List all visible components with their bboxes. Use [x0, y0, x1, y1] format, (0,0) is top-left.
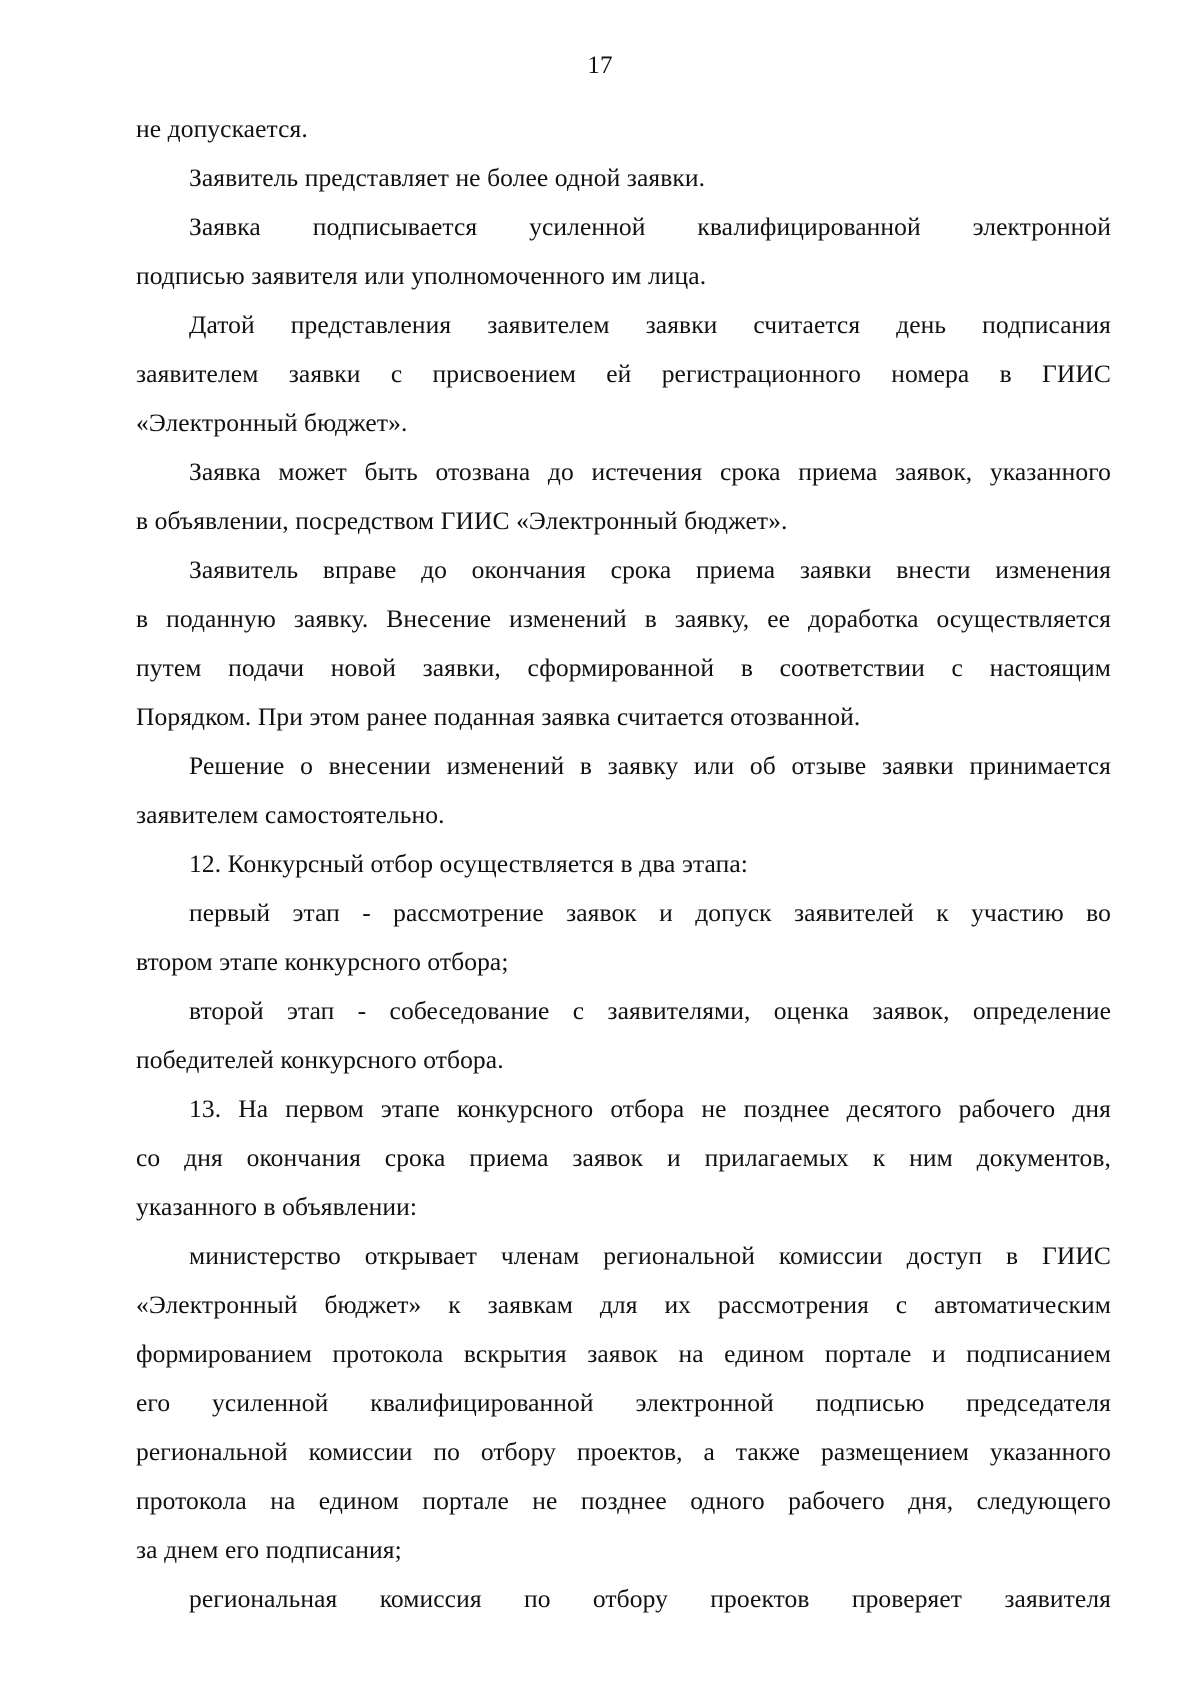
text-line: втором этапе конкурсного отбора; [136, 947, 509, 976]
text-line: «Электронный бюджет». [136, 408, 408, 437]
text-line: заявителем заявки с присвоением ей регистрационного номера в ГИИС [136, 359, 1111, 388]
text-line: указанного в объявлении: [136, 1192, 418, 1221]
text-line: региональная комиссия по отбору проектов проверяет заявителя [189, 1584, 1111, 1613]
text-line: «Электронный бюджет» к заявкам для их рассмотрения с автоматическим [136, 1290, 1111, 1319]
text-line: 13. На первом этапе конкурсного отбора не позднее десятого рабочего дня [189, 1094, 1111, 1123]
text-line: Заявитель представляет не более одной заявки. [189, 163, 706, 192]
text-line: его усиленной квалифицированной электронной подписью председателя [136, 1388, 1111, 1417]
text-line: Заявка подписывается усиленной квалифицированной электронной [189, 212, 1111, 241]
text-line: победителей конкурсного отбора. [136, 1045, 504, 1074]
text-line: подписью заявителя или уполномоченного им лица. [136, 261, 707, 290]
text-line: региональной комиссии по отбору проектов, а также размещением указанного [136, 1437, 1111, 1466]
text-line: формированием протокола вскрытия заявок на едином портале и подписанием [136, 1339, 1111, 1368]
text-line: Заявитель вправе до окончания срока приема заявки внести изменения [189, 555, 1111, 584]
text-line: Заявка может быть отозвана до истечения срока приема заявок, указанного [189, 457, 1111, 486]
text-line: не допускается. [136, 114, 308, 143]
page-number: 17 [587, 52, 613, 79]
text-line: в поданную заявку. Внесение изменений в заявку, ее доработка осуществляется [136, 604, 1111, 633]
text-line: Порядком. При этом ранее поданная заявка считается отозванной. [136, 702, 861, 731]
text-line: второй этап - собеседование с заявителями, оценка заявок, определение [189, 996, 1111, 1025]
text-line: в объявлении, посредством ГИИС «Электронный бюджет». [136, 506, 788, 535]
document-body [136, 104, 1111, 1623]
text-line: 12. Конкурсный отбор осуществляется в два этапа: [189, 849, 748, 878]
text-line: заявителем самостоятельно. [136, 800, 445, 829]
text-line: за днем его подписания; [136, 1535, 402, 1564]
text-line: путем подачи новой заявки, сформированной в соответствии с настоящим [136, 653, 1111, 682]
text-line: протокола на едином портале не позднее одного рабочего дня, следующего [136, 1486, 1111, 1515]
text-line: Решение о внесении изменений в заявку или об отзыве заявки принимается [189, 751, 1111, 780]
text-line: первый этап - рассмотрение заявок и допуск заявителей к участию во [189, 898, 1111, 927]
text-line: со дня окончания срока приема заявок и прилагаемых к ним документов, [136, 1143, 1111, 1172]
text-line: министерство открывает членам региональной комиссии доступ в ГИИС [189, 1241, 1111, 1270]
text-line: Датой представления заявителем заявки считается день подписания [189, 310, 1111, 339]
